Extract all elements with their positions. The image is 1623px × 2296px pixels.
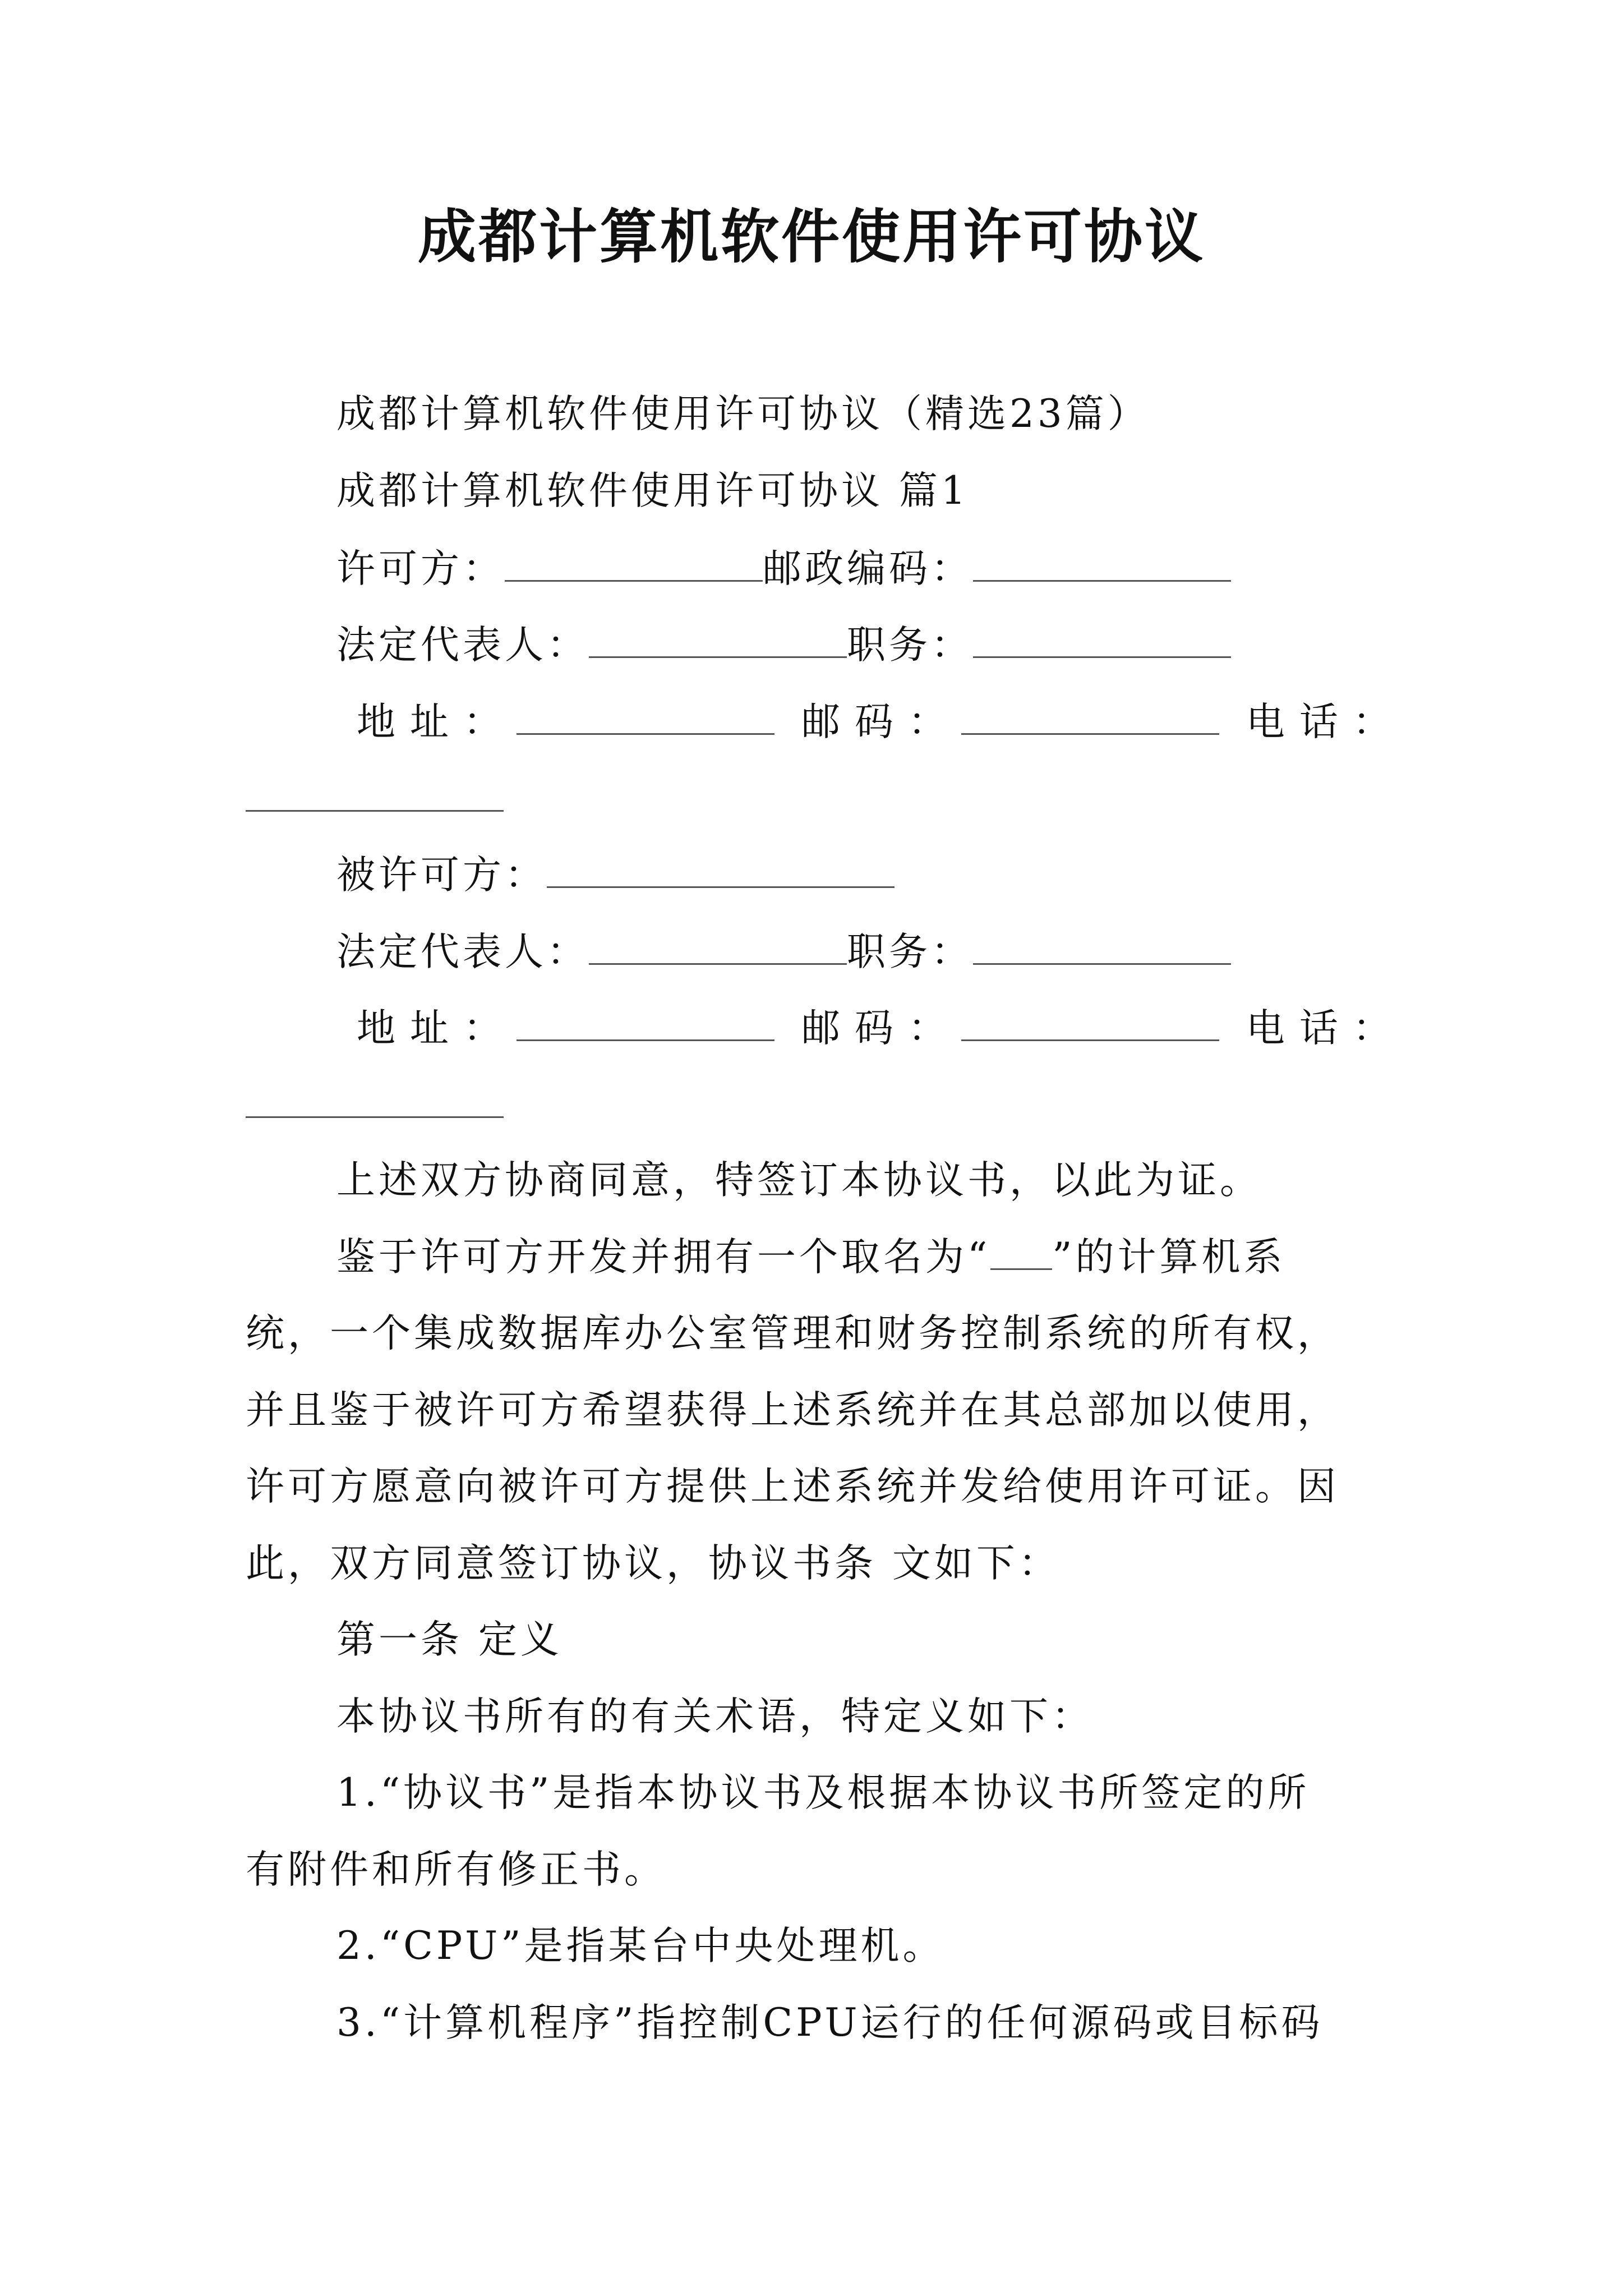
zip-label: 邮码： — [801, 1006, 961, 1051]
phone-blank — [246, 1076, 504, 1118]
position-label: 职务： — [847, 930, 973, 974]
zip-blank — [961, 999, 1219, 1041]
phone-blank — [246, 770, 504, 812]
position-label: 职务： — [847, 623, 973, 668]
licensor-line — [336, 540, 1231, 597]
paragraph-whereas-line-1 — [336, 1229, 1286, 1285]
system-name-blank — [990, 1235, 1052, 1270]
licensor-address-line — [357, 693, 1406, 750]
legal-rep-label: 法定代表人： — [336, 623, 589, 668]
postcode-label: 邮政编码： — [763, 546, 973, 591]
document-title: 成都计算机软件使用许可协议 — [417, 203, 1205, 271]
licensee-blank — [547, 846, 895, 888]
text-run: 鉴于许可方开发并拥有一个取名为“ — [336, 1235, 991, 1280]
licensor-phone-continuation — [246, 770, 504, 827]
definition-1-line-2: 有附件和所有修正书。 — [246, 1847, 666, 1892]
paragraph-whereas-line-2: 统，一个集成数据库办公室管理和财务控制系统的所有权， — [246, 1311, 1339, 1356]
paragraph-whereas-line-5: 此，双方同意签订协议，协议书条 文如下： — [246, 1541, 1061, 1586]
definitions-intro: 本协议书所有的有关术语，特定义如下： — [336, 1694, 1094, 1739]
paragraph-whereas-line-4: 许可方愿意向被许可方提供上述系统并发给使用许可证。因 — [246, 1464, 1339, 1509]
licensee-rep-line — [336, 923, 1231, 980]
licensor-label: 许可方： — [336, 546, 505, 591]
subtitle: 成都计算机软件使用许可协议（精选23篇） — [336, 392, 1150, 436]
licensor-rep-line — [336, 616, 1231, 673]
legal-rep-blank — [589, 616, 847, 658]
chapter-heading: 成都计算机软件使用许可协议 篇1 — [336, 468, 969, 513]
licensee-line — [336, 846, 895, 903]
legal-rep-blank — [589, 923, 847, 965]
address-blank — [517, 693, 774, 735]
address-label: 地址： — [357, 700, 517, 744]
definition-3: 3.“计算机程序”指控制CPU运行的任何源码或目标码 — [336, 2000, 1324, 2045]
definition-2: 2.“CPU”是指某台中央处理机。 — [336, 1924, 945, 1968]
legal-rep-label: 法定代表人： — [336, 930, 589, 974]
address-blank — [517, 999, 774, 1041]
licensor-blank — [505, 540, 763, 582]
definition-1-line-1: 1.“协议书”是指本协议书及根据本协议书所签定的所 — [336, 1770, 1310, 1815]
paragraph-agreement: 上述双方协商同意，特签订本协议书，以此为证。 — [336, 1158, 1262, 1203]
text-run: ”的计算机系 — [1052, 1235, 1286, 1280]
postcode-blank — [973, 540, 1231, 582]
zip-label: 邮码： — [801, 700, 961, 744]
licensee-phone-continuation — [246, 1076, 504, 1133]
phone-label: 电话： — [1246, 700, 1406, 744]
position-blank — [973, 616, 1231, 658]
phone-label: 电话： — [1246, 1006, 1406, 1051]
licensee-label: 被许可方： — [336, 853, 547, 898]
address-label: 地址： — [357, 1006, 517, 1051]
licensee-address-line — [357, 999, 1406, 1056]
paragraph-whereas-line-3: 并且鉴于被许可方希望获得上述系统并在其总部加以使用， — [246, 1388, 1339, 1433]
article-1-heading: 第一条 定义 — [336, 1617, 562, 1662]
zip-blank — [961, 693, 1219, 735]
position-blank — [973, 923, 1231, 965]
